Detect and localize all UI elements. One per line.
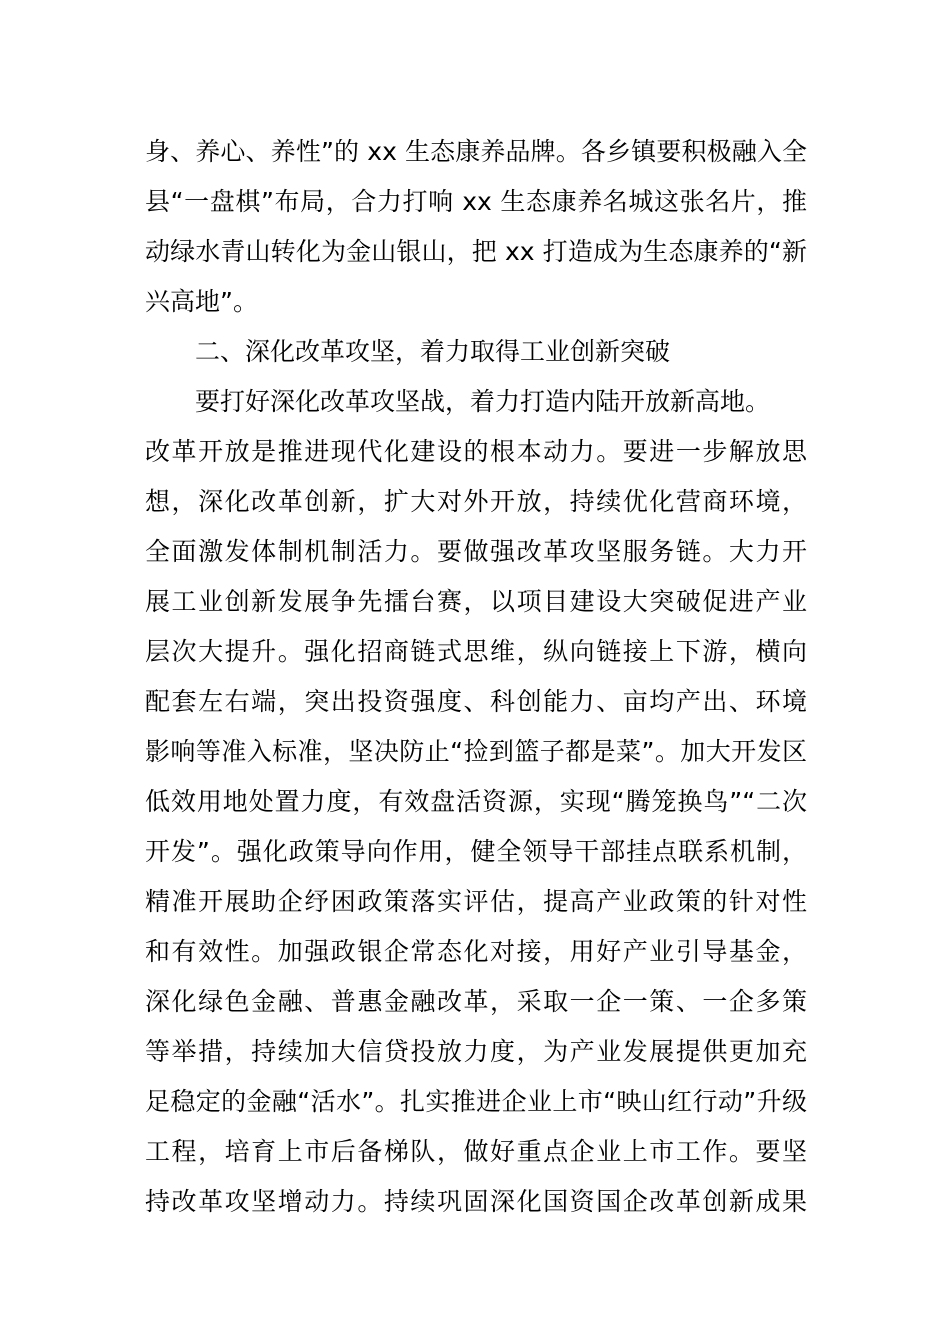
text-line-12: 配套左右端，突出投资强度、科创能力、亩均产出、环境: [145, 687, 807, 716]
text-line-1: 身、养心、养性”的 xx 生态康养品牌。各乡镇要积极融入全: [145, 137, 807, 166]
text-line-13: 影响等准入标准，坚决防止“捡到篮子都是菜”。加大开发区: [145, 737, 807, 766]
text-line-20: 足稳定的金融“活水”。扎实推进企业上市“映山红行动”升级: [145, 1087, 807, 1116]
text-line-17: 和有效性。加强政银企常态化对接，用好产业引导基金，: [145, 937, 807, 966]
text-line-15: 开发”。强化政策导向作用，健全领导干部挂点联系机制，: [145, 837, 807, 866]
text-line-21: 工程，培育上市后备梯队，做好重点企业上市工作。要坚: [145, 1137, 807, 1166]
text-line-19: 等举措，持续加大信贷投放力度，为产业发展提供更加充: [145, 1037, 807, 1066]
document-body: [145, 127, 807, 1227]
section-heading: 二、深化改革攻坚，着力取得工业创新突破: [195, 337, 671, 366]
text-line-16: 精准开展助企纾困政策落实评估，提高产业政策的针对性: [145, 887, 807, 916]
text-line-14: 低效用地处置力度，有效盘活资源，实现“腾笼换鸟”“二次: [145, 787, 807, 816]
text-line-7: 改革开放是推进现代化建设的根本动力。要进一步解放思: [145, 437, 807, 466]
text-line-9: 全面激发体制机制活力。要做强改革攻坚服务链。大力开: [145, 537, 807, 566]
text-line-8: 想，深化改革创新，扩大对外开放，持续优化营商环境，: [145, 487, 807, 516]
text-line-3: 动绿水青山转化为金山银山，把 xx 打造成为生态康养的“新: [145, 237, 807, 266]
text-line-22: 持改革攻坚增动力。持续巩固深化国资国企改革创新成果: [145, 1187, 807, 1216]
text-line-18: 深化绿色金融、普惠金融改革，采取一企一策、一企多策: [145, 987, 807, 1016]
text-line-4: 兴高地”。: [145, 287, 258, 316]
text-line-6: 要打好深化改革攻坚战，着力打造内陆开放新高地。: [195, 387, 771, 416]
text-line-11: 层次大提升。强化招商链式思维，纵向链接上下游，横向: [145, 637, 807, 666]
text-line-2: 县“一盘棋”布局，合力打响 xx 生态康养名城这张名片，推: [145, 187, 807, 216]
text-line-10: 展工业创新发展争先擂台赛，以项目建设大突破促进产业: [145, 587, 807, 616]
